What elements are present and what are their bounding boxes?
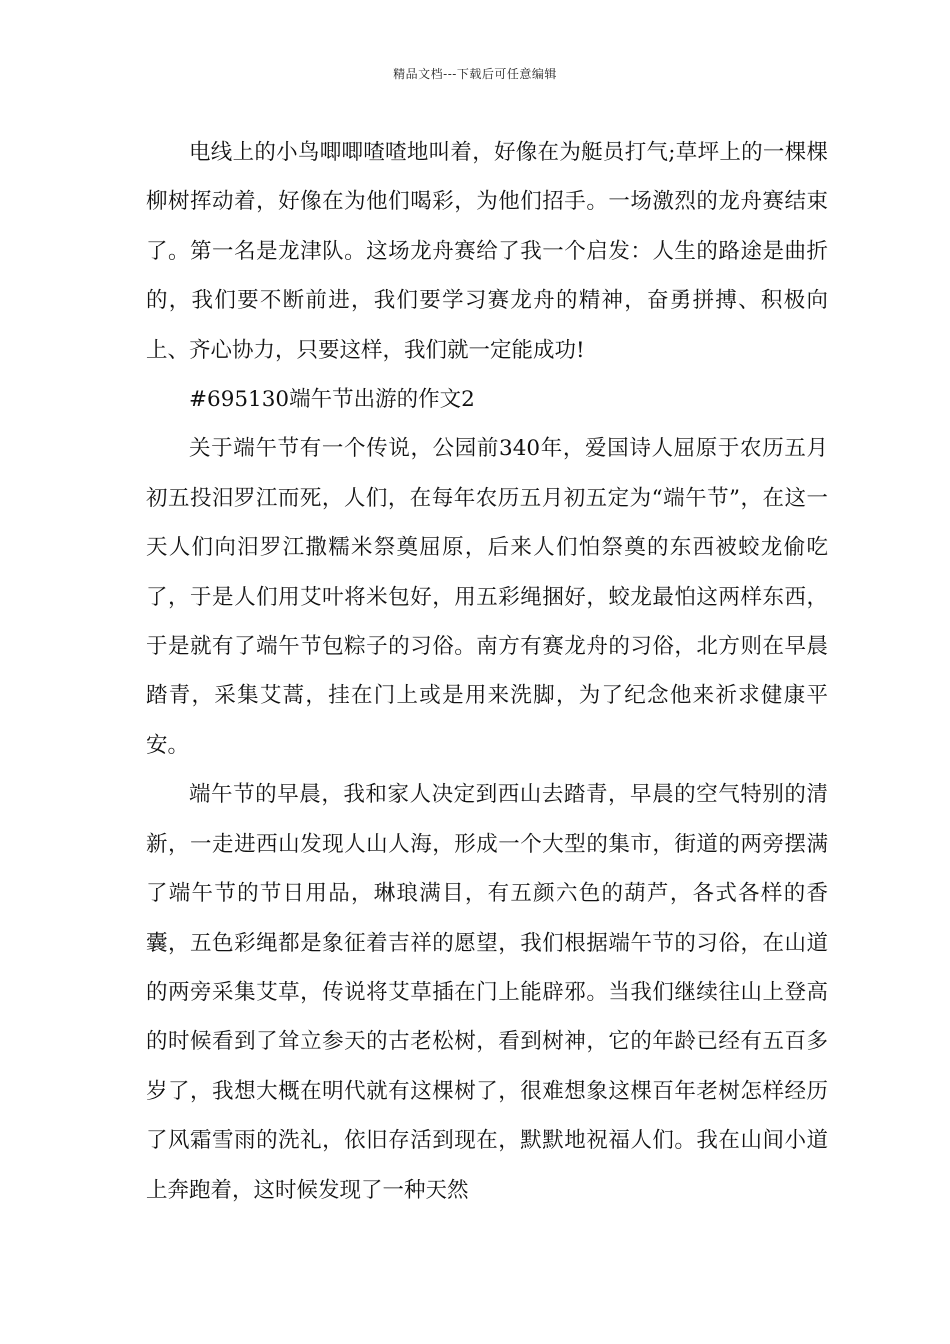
document-body bbox=[146, 128, 828, 1215]
paragraph-3: 端午节的早晨，我和家人决定到西山去踏青，早晨的空气特别的清新，一走进西山发现人山人海，形成一个大型的集市，街道的两旁摆满了端午节的节日用品，琳琅满目，有五颜六色的葫芦，各式各样的香囊，五色彩绳都是象征着吉祥的愿望，我们根据端午节的习俗，在山道的两旁采集艾草，传说将艾草插在门上能辟邪。当我们继续往山上登高的时候看到了耸立参天的古老松树，看到树神，它的年龄已经有五百多岁了，我想大概在明代就有这棵树了，很难想象这棵百年老树怎样经历了风霜雪雨的洗礼，依旧存活到现在，默默地祝福人们。我在山间小道上奔跑着，这时候发现了一种天然 bbox=[146, 782, 828, 1203]
paragraph-2: 关于端午节有一个传说，公园前340年，爱国诗人屈原于农历五月初五投汨罗江而死，人们，在每年农历五月初五定为“端午节”，在这一天人们向汨罗江撒糯米祭奠屈原，后来人们怕祭奠的东西被蛟龙偷吃了，于是人们用艾叶将米包好，用五彩绳捆好，蛟龙最怕这两样东西，于是就有了端午节包粽子的习俗。南方有赛龙舟的习俗，北方则在早晨踏青，采集艾蒿，挂在门上或是用来洗脚，为了纪念他来祈求健康平安。 bbox=[146, 436, 828, 758]
section-title: #695130端午节出游的作文2 bbox=[189, 387, 475, 413]
paragraph-1: 电线上的小鸟唧唧喳喳地叫着，好像在为艇员打气;草坪上的一棵棵柳树挥动着，好像在为他们喝彩，为他们招手。一场激烈的龙舟赛结束了。第一名是龙津队。这场龙舟赛给了我一个启发：人生的路途是曲折的，我们要不断前进，我们要学习赛龙舟的精神，奋勇拼搏、积极向上、齐心协力，只要这样，我们就一定能成功! bbox=[146, 140, 828, 363]
page-header: 精品文档---下载后可任意编辑 bbox=[393, 67, 557, 81]
